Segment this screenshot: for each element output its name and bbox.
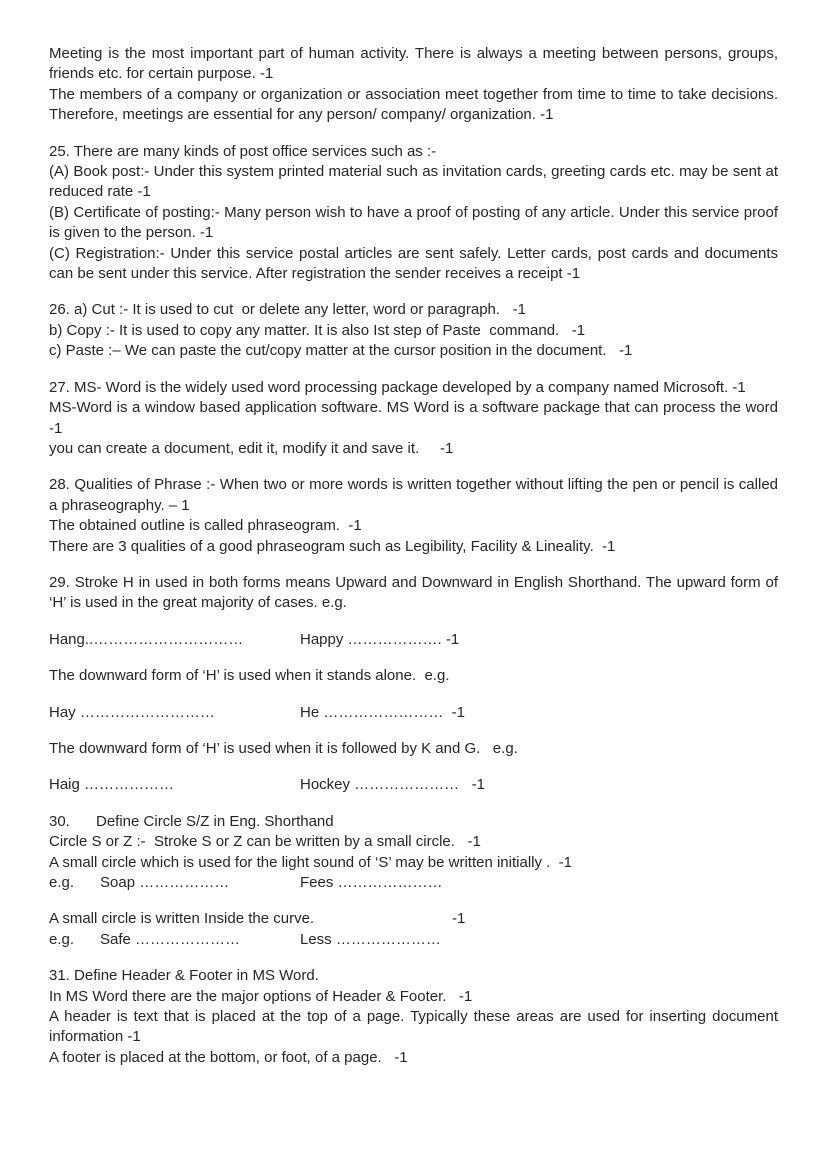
q29-example-hay-he <box>49 703 778 723</box>
q29-example-hang-happy-segment-1: Happy ………………. -1 <box>300 630 460 648</box>
q26-answer-b: b) Copy :- It is used to copy any matter. It is also Ist step of Paste command. -1 <box>49 321 586 339</box>
q25-answer-c: (C) Registration:- Under this service postal articles are sent safely. Letter cards, post cards and documents can be sent under this service. After registration the sender receives a receipt -1 <box>49 244 778 283</box>
q26-answer-a: 26. a) Cut :- It is used to cut or delete any letter, word or paragraph. -1 <box>49 301 526 319</box>
q30-example-soap-fees-segment-2: Fees ………………… <box>300 873 443 891</box>
q31-heading: 31. Define Header & Footer in MS Word. <box>49 967 319 985</box>
q29-downward-alone: The downward form of ‘H’ is used when it stands alone. e.g. <box>49 667 450 685</box>
q30-line-3-segment-1: -1 <box>452 910 466 928</box>
q28-line-3: There are 3 qualities of a good phraseogram such as Legibility, Facility & Lineality. -1 <box>49 537 616 555</box>
q30-example-safe-less-segment-0: e.g. <box>49 930 75 948</box>
q30-example-soap-fees-segment-0: e.g. <box>49 873 75 891</box>
paragraph-gap <box>49 950 778 966</box>
q31-line-2: A header is text that is placed at the top of a page. Typically these areas are used for inserting document information -1 <box>49 1007 778 1046</box>
q27-line-1: 27. MS- Word is the widely used word processing package developed by a company named Microsoft. -1 <box>49 378 746 396</box>
q29-example-hay-he-segment-1: He …………………… -1 <box>300 703 466 721</box>
document-content <box>49 44 778 1068</box>
paragraph-gap <box>49 284 778 300</box>
paragraph-gap <box>49 687 778 703</box>
q30-line-3 <box>49 909 778 929</box>
q28-line-1: 28. Qualities of Phrase :- When two or more words is written together without lifting the pen or pencil is called a phraseography. – 1 <box>49 476 778 514</box>
q30-line-2: A small circle which is used for the light sound of ‘S’ may be written initially . -1 <box>49 853 572 871</box>
paragraph-gap <box>49 126 778 142</box>
paragraph-gap <box>49 614 778 630</box>
paragraph-gap <box>49 650 778 666</box>
paragraph-gap <box>49 893 778 909</box>
q29-intro: 29. Stroke H in used in both forms means Upward and Downward in English Shorthand. The upward form of ‘H’ is used in the great majority of cases. e.g. <box>49 573 778 612</box>
q30-heading <box>49 812 778 832</box>
q30-example-safe-less-segment-1: Safe ………………… <box>100 930 241 948</box>
q30-heading-segment-0: 30. <box>49 812 70 830</box>
intro-meeting-line-1: Meeting is the most important part of human activity. There is always a meeting between persons, groups, friends etc. for certain purpose. -1 <box>49 45 778 83</box>
paragraph-gap <box>49 557 778 573</box>
q30-line-1: Circle S or Z :- Stroke S or Z can be written by a small circle. -1 <box>49 833 481 851</box>
q26-answer-c: c) Paste :– We can paste the cut/copy matter at the cursor position in the document. -1 <box>49 342 633 360</box>
paragraph-gap <box>49 796 778 812</box>
q29-example-hang-happy <box>49 630 778 650</box>
q30-example-soap-fees-segment-1: Soap ……………… <box>100 873 230 891</box>
q30-line-3-segment-0: A small circle is written Inside the curve. <box>49 910 315 928</box>
q30-heading-segment-1: Define Circle S/Z in Eng. Shorthand <box>96 812 334 830</box>
q31-line-3: A footer is placed at the bottom, or foot, of a page. -1 <box>49 1048 408 1066</box>
q25-heading: 25. There are many kinds of post office services such as :- <box>49 142 437 160</box>
q31-line-1: In MS Word there are the major options of Header & Footer. -1 <box>49 987 473 1005</box>
q29-example-haig-hockey-segment-1: Hockey ………………… -1 <box>300 776 486 794</box>
q29-example-haig-hockey-segment-0: Haig ……………… <box>49 776 175 794</box>
q25-answer-b: (B) Certificate of posting:- Many person wish to have a proof of posting of any article. Under this service proof is given to the person. -1 <box>49 203 778 242</box>
q30-example-safe-less-segment-2: Less ………………… <box>300 930 441 948</box>
q25-answer-a: (A) Book post:- Under this system printed material such as invitation cards, greeting cards etc. may be sent at reduced rate -1 <box>49 163 778 201</box>
q29-example-hang-happy-segment-0: Hang..………………………… <box>49 630 244 648</box>
paragraph-gap <box>49 459 778 475</box>
q28-line-2: The obtained outline is called phraseogram. -1 <box>49 517 362 535</box>
intro-meeting-line-2: The members of a company or organization or association meet together from time to time to take decisions. Therefore, meetings are essential for any person/ company/ organization. -1 <box>49 85 778 124</box>
q29-example-haig-hockey <box>49 775 778 795</box>
q30-example-soap-fees <box>49 873 778 893</box>
q27-line-2: MS-Word is a window based application software. MS Word is a software package that can process the word -1 <box>49 399 778 437</box>
paragraph-gap <box>49 759 778 775</box>
q27-line-3: you can create a document, edit it, modify it and save it. -1 <box>49 439 454 457</box>
paragraph-gap <box>49 362 778 378</box>
paragraph-gap <box>49 723 778 739</box>
q29-downward-kg: The downward form of ‘H’ is used when it is followed by K and G. e.g. <box>49 739 518 757</box>
q29-example-hay-he-segment-0: Hay ……………………… <box>49 703 215 721</box>
q30-example-safe-less <box>49 930 778 950</box>
